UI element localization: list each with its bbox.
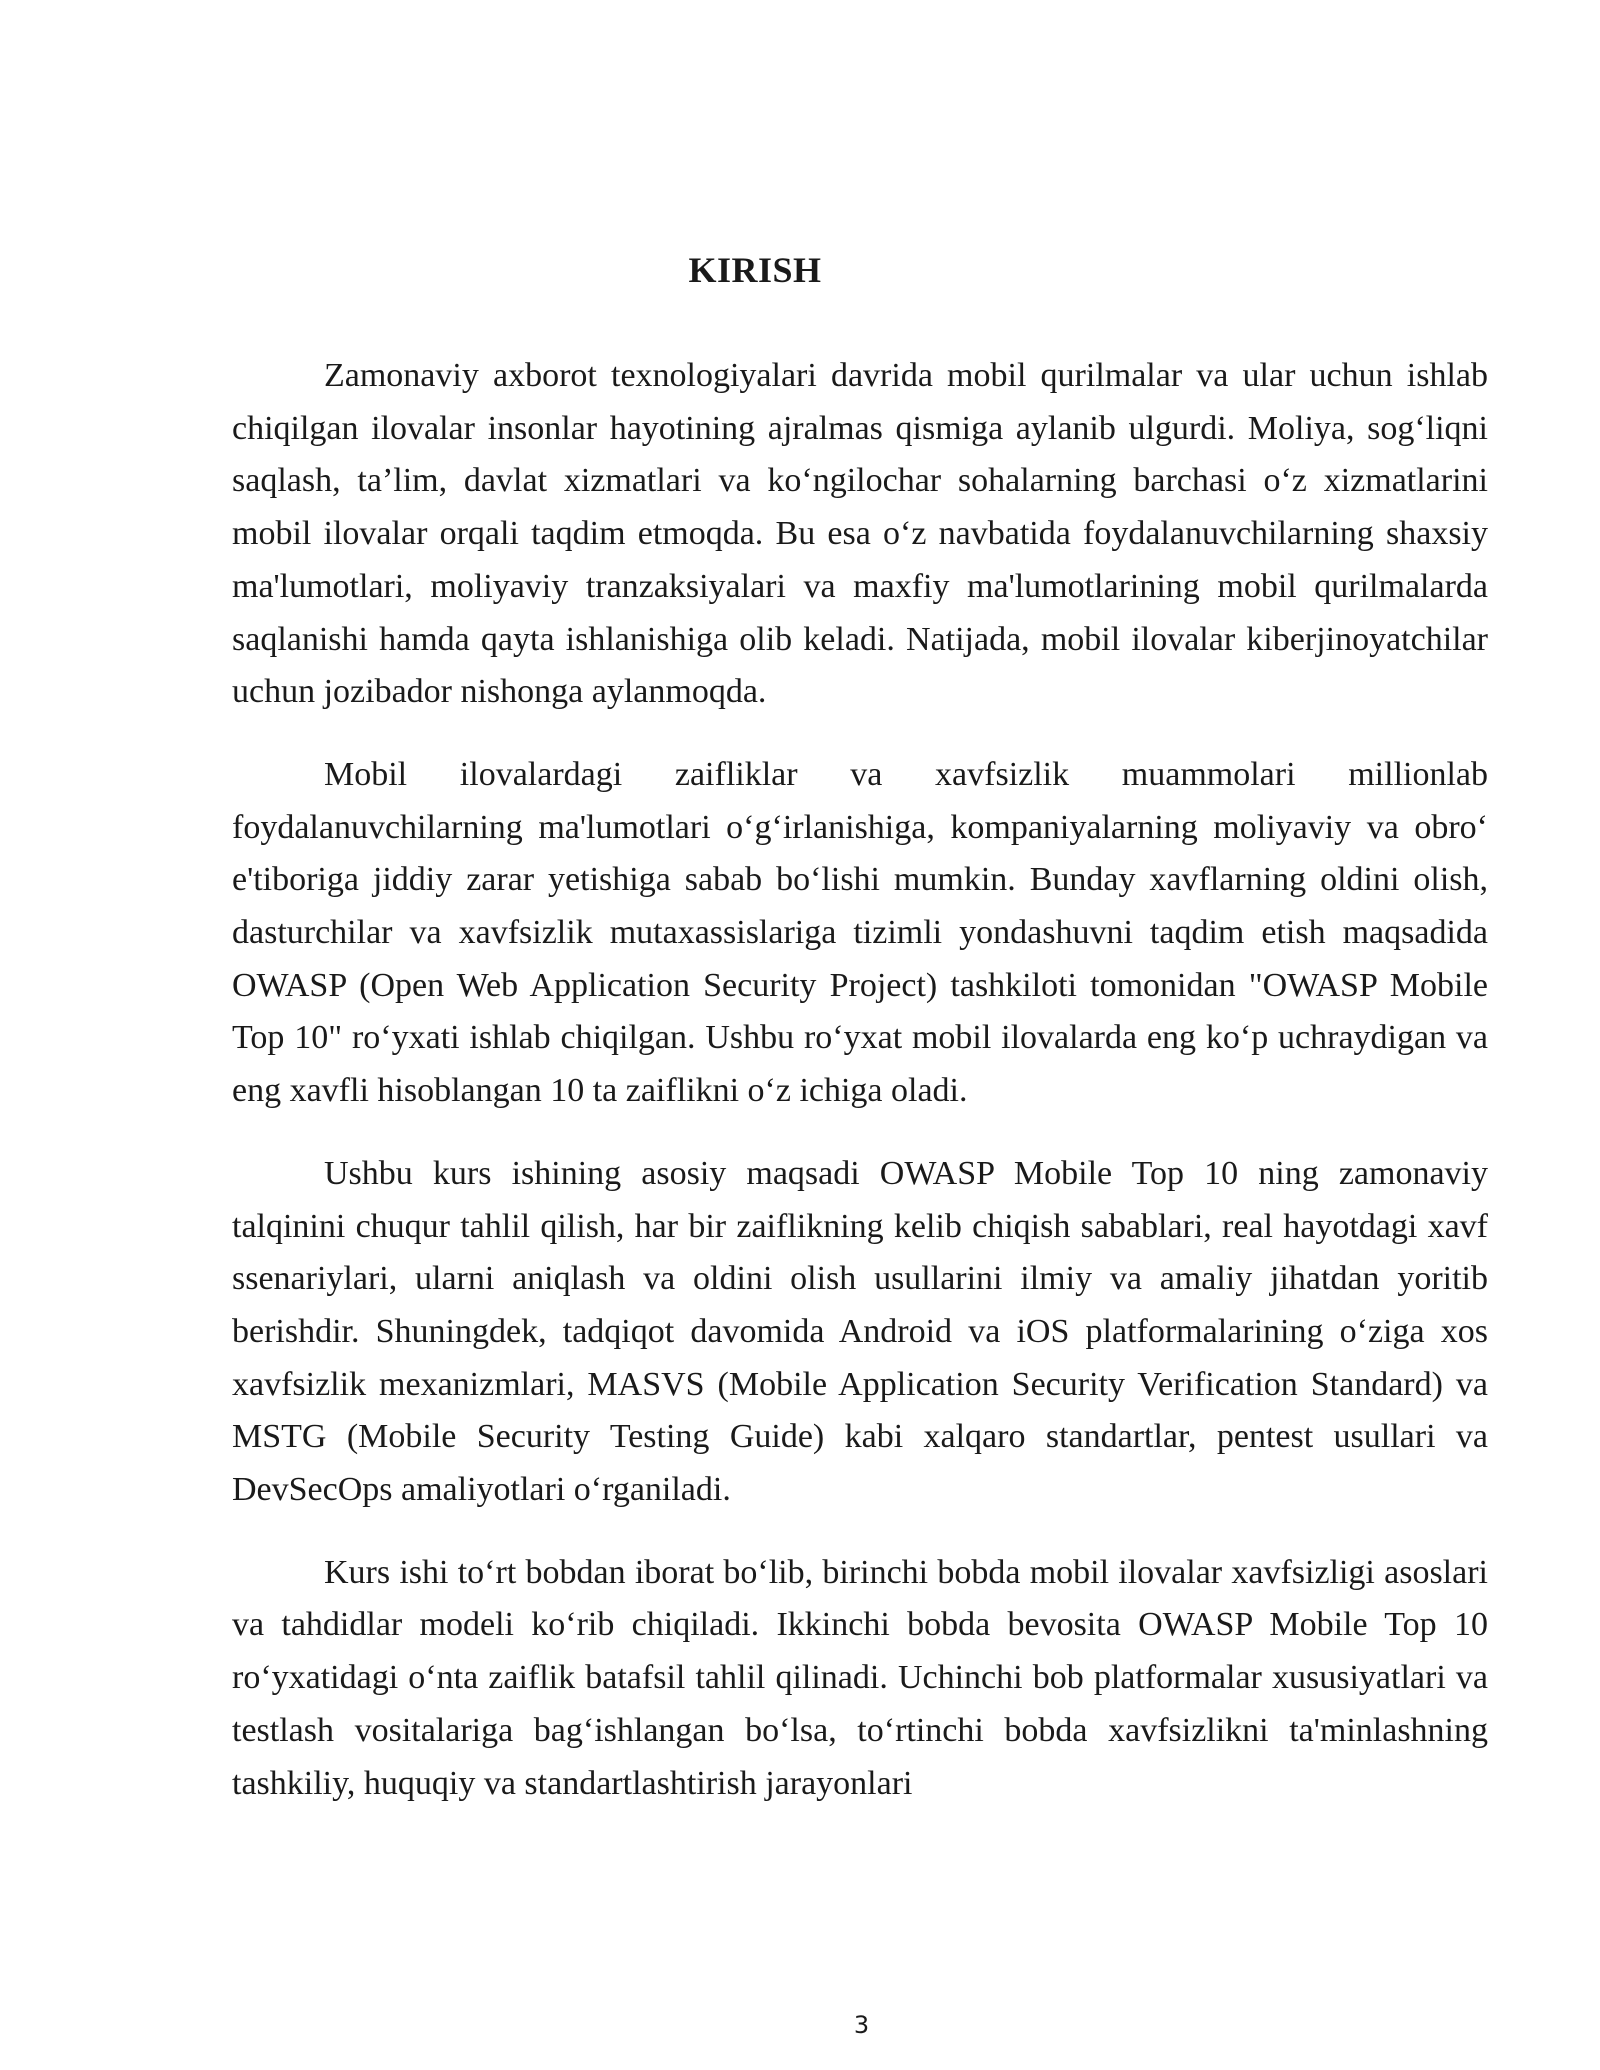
paragraph-4: Kurs ishi to‘rt bobdan iborat bo‘lib, birinchi bobda mobil ilovalar xavfsizligi asoslari va tahdidlar modeli ko‘rib chiqiladi. Ikkinchi bobda bevosita OWASP Mobile Top 10 ro‘yxatidagi o‘nta zaiflik batafsil tahlil qilinadi. Uchinchi bob platformalar xususiyatlari va testlash vositalariga bag‘ishlangan bo‘lsa, to‘rtinchi bobda xavfsizlikni ta'minlashning tashkiliy, huquqiy va standartlashtirish jarayonlari [232,1553,1488,1802]
page-number: 3 [853,2011,870,2039]
paragraph-3: Ushbu kurs ishining asosiy maqsadi OWASP Mobile Top 10 ning zamonaviy talqinini chuqur tahlil qilish, har bir zaiflikning kelib chiqish sabablari, real hayotdagi xavf ssenariylari, ularni aniqlash va oldini olish usullarini ilmiy va amaliy jihatdan yoritib berishdir. Shuningdek, tadqiqot davomida Android va iOS platformalarining o‘ziga xos xavfsizlik mexanizmlari, MASVS (Mobile Application Security Verification Standard) va MSTG (Mobile Security Testing Guide) kabi xalqaro standartlar, pentest usullari va DevSecOps amaliyotlari o‘rganiladi. [232,1154,1488,1509]
body-text [232,350,1488,1840]
chapter-title: KIRISH [688,250,822,290]
paragraph-2: Mobil ilovalardagi zaifliklar va xavfsizlik muammolari millionlab foydalanuvchilarning ma'lumotlari o‘g‘irlanishiga, kompaniyalarning moliyaviy va obro‘ e'tiboriga jiddiy zarar yetishiga sabab bo‘lishi mumkin. Bunday xavflarning oldini olish, dasturchilar va xavfsizlik mutaxassislariga tizimli yondashuvni taqdim etish maqsadida OWASP (Open Web Application Security Project) tashkiloti tomonidan "OWASP Mobile Top 10" ro‘yxati ishlab chiqilgan. Ushbu ro‘yxat mobil ilovalarda eng ko‘p uchraydigan va eng xavfli hisoblangan 10 ta zaiflikni o‘z ichiga oladi. [232,755,1488,1110]
paragraph-1: Zamonaviy axborot texnologiyalari davrida mobil qurilmalar va ular uchun ishlab chiqilgan ilovalar insonlar hayotining ajralmas qismiga aylanib ulgurdi. Moliya, sog‘liqni saqlash, ta’lim, davlat xizmatlari va ko‘ngilochar sohalarning barchasi o‘z xizmatlarini mobil ilovalar orqali taqdim etmoqda. Bu esa o‘z navbatida foydalanuvchilarning shaxsiy ma'lumotlari, moliyaviy tranzaksiyalari va maxfiy ma'lumotlarining mobil qurilmalarda saqlanishi hamda qayta ishlanishiga olib keladi. Natijada, mobil ilovalar kiberjinoyatchilar uchun jozibador nishonga aylanmoqda. [232,357,1488,711]
